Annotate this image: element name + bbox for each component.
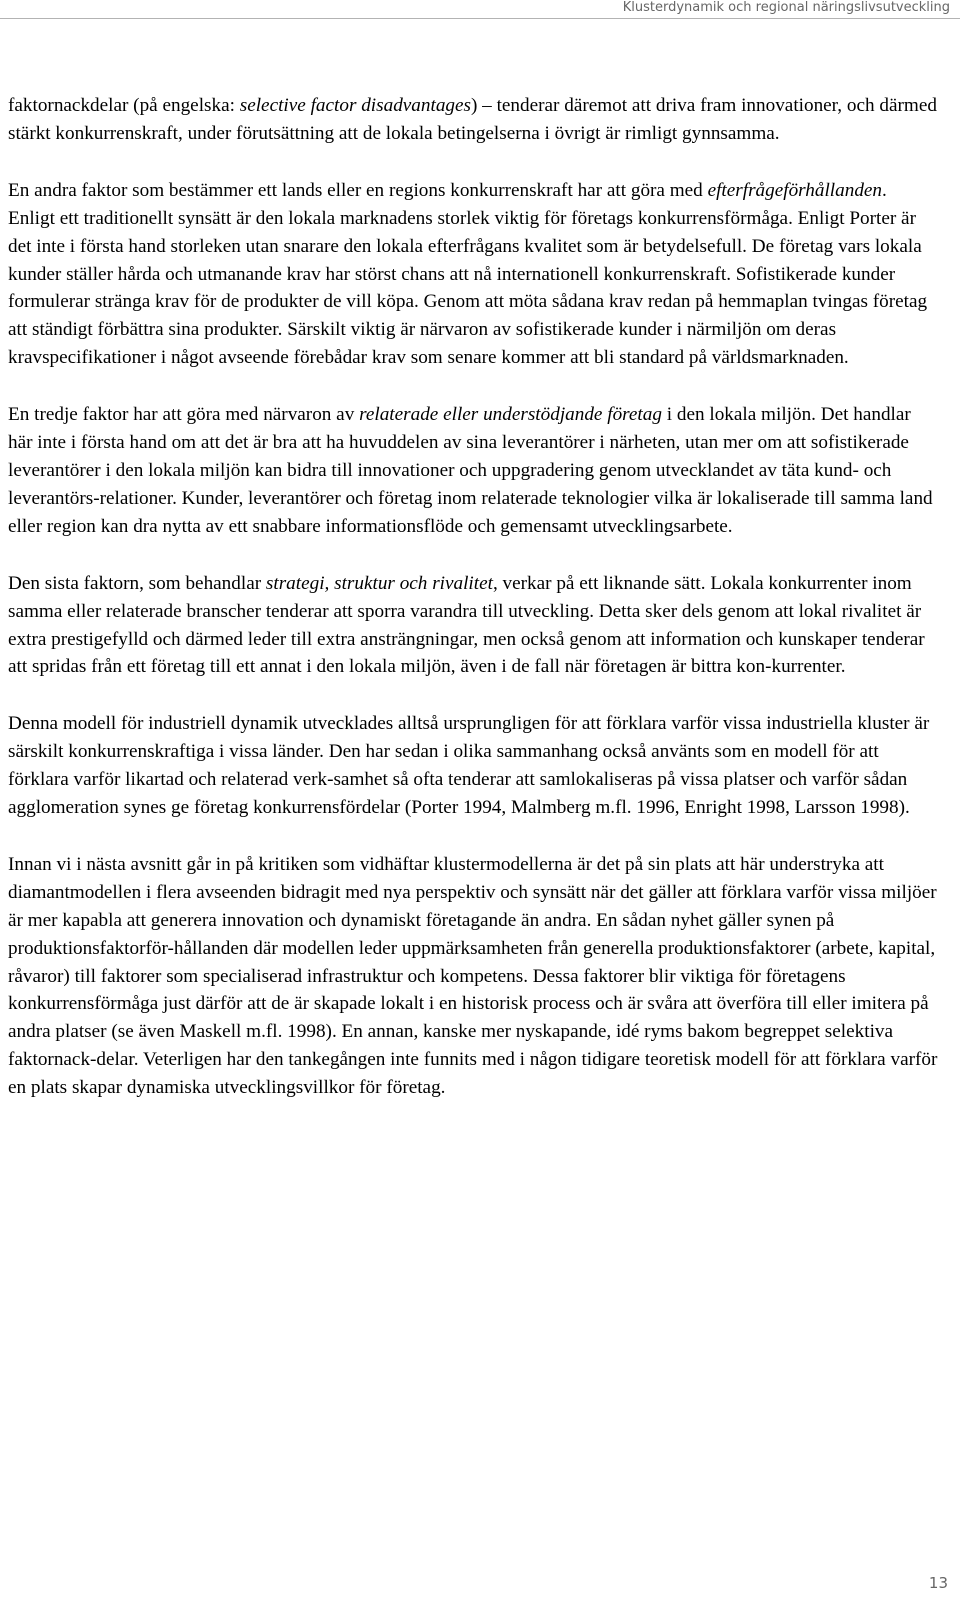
emphasis: selective factor disadvantages bbox=[239, 95, 471, 116]
text-span: i den lokala miljön. Det handlar här inte i första hand om att det är bra att ha huvuddelen av sina leverantörer i närheten, utan mer om att sofistikerade leverantörer i den lokala miljön kan bidra till innovationer och uppgradering genom utvecklandet av täta kund- och leverantörs-relationer. Kunder, leverantörer och företag inom relaterade teknologier vilka är lokaliserade till samma land eller region kan dra nytta av ett snabbare informationsflöde och gemensamt utvecklingsarbete. bbox=[8, 404, 933, 537]
header-divider bbox=[0, 18, 960, 19]
text-span: . Enligt ett traditionellt synsätt är den lokala marknadens storlek viktig för företags konkurrensförmåga. Enligt Porter är det inte i första hand storleken utan snarare den lokala efterfrågans kvalitet som är betydelsefull. De företag vars lokala kunder ställer hårda och utmanande krav har störst chans att nå internationell konkurrenskraft. Sofistikerade kunder formulerar stränga krav för de produkter de vill köpa. Genom att möta sådana krav redan på hemmaplan tvingas företag att ständigt förbättra sina produkter. Särskilt viktig är närvaron av sofistikerade kunder i närmiljön om deras kravspecifikationer i något avseende förebådar krav som senare kommer att bli standard på världsmarknaden. bbox=[8, 179, 928, 369]
text-span: faktornackdelar (på engelska: bbox=[8, 95, 240, 116]
text-span: ) – tenderar däremot att driva fram innovationer, och därmed stärkt konkurrenskraft, under förutsättning att de lokala betingelserna i övrigt är rimligt gynnsamma. bbox=[8, 95, 937, 144]
paragraph-strategy-rivalry bbox=[8, 570, 938, 682]
paragraph-demand-conditions bbox=[8, 177, 938, 372]
paragraph-critique-intro bbox=[8, 851, 938, 1102]
emphasis: efterfrågeförhållanden bbox=[707, 179, 883, 201]
emphasis: relaterade eller understödjande företag bbox=[359, 404, 662, 426]
running-header: Klusterdynamik och regional näringslivsutveckling bbox=[622, 0, 950, 15]
text-span: Innan vi i nästa avsnitt går in på kritiken som vidhäftar klustermodellerna är det på sin plats att här understryka att diamantmodellen i flera avseenden bidragit med nya perspektiv och synsätt när det gäller att förklara varför vissa miljöer är mer kapabla att generera innovation och dynamiskt företagande än andra. En sådan nyhet gäller synen på produktionsfaktorför-hållanden där modellen leder uppmärksamheten från generella produktionsfaktorer (arbete, kapital, råvaror) till faktorer som specialiserad infrastruktur och kompetens. Dessa faktorer blir viktiga för företagens konkurrensförmåga just därför att de är skapade lokalt i en historisk process och är svåra att överföra till eller imitera på andra platser (se även Maskell m.fl. 1998). En annan, kanske mer nyskapande, idé ryms bakom begreppet selektiva faktornack-delar. Veterligen har den tankegången inte funnits med i någon tidigare teoretisk modell för att förklara varför en plats skapar dynamiska utvecklingsvillkor för företag. bbox=[8, 853, 938, 1099]
text-span: En andra faktor som bestämmer ett lands eller en regions konkurrenskraft har att göra med bbox=[8, 179, 708, 201]
text-span: , verkar på ett liknande sätt. Lokala konkurrenter inom samma eller relaterade branscher tenderar att sporra varandra till utveckling. Detta sker dels genom att lokal rivalitet är extra prestigefylld och därmed leder till extra ansträngningar, men också genom att information och kunskaper tenderar att spridas från ett företag till ett annat i den lokala miljön, även i de fall när företagen är bittra kon-kurrenter. bbox=[8, 572, 925, 678]
body-text bbox=[8, 92, 938, 1131]
text-span: Den sista faktorn, som behandlar bbox=[8, 572, 266, 594]
paragraph-related-industries bbox=[8, 401, 938, 541]
page-number: 13 bbox=[928, 1574, 948, 1592]
text-span: En tredje faktor har att göra med närvaron av bbox=[8, 404, 360, 426]
text-span: Denna modell för industriell dynamik utvecklades alltså ursprungligen för att förklara varför vissa industriella kluster är särskilt konkurrenskraftiga i vissa länder. Den har sedan i olika sammanhang också använts som en modell för att förklara varför likartad och relaterad verk-samhet så ofta tenderar att samlokaliseras på vissa platser och varför sådan agglomeration synes ge företag konkurrensfördelar (Porter 1994, Malmberg m.fl. 1996, Enright 1998, Larsson 1998). bbox=[8, 713, 930, 819]
paragraph-model-usage bbox=[8, 710, 938, 822]
paragraph-factor-disadvantages bbox=[8, 92, 938, 148]
emphasis: strategi, struktur och rivalitet bbox=[265, 572, 493, 594]
